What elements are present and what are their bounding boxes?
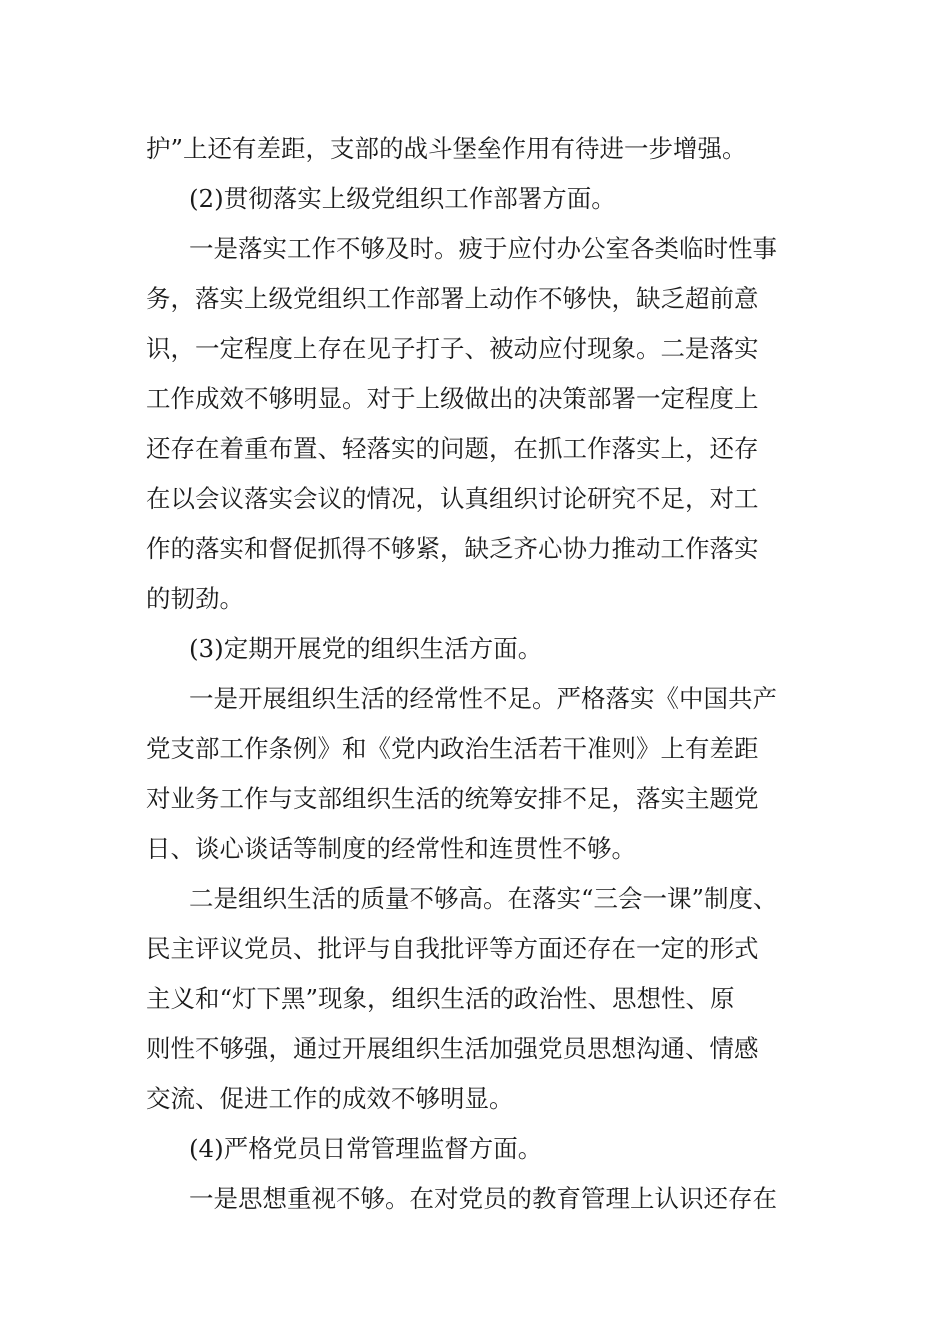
section-heading-2: (2)贯彻落实上级党组织工作部署方面。 bbox=[189, 184, 616, 213]
paragraph-line: 还存在着重布置、轻落实的问题，在抓工作落实上，还存 bbox=[146, 434, 759, 463]
paragraph-line: 务，落实上级党组织工作部署上动作不够快，缺乏超前意 bbox=[146, 284, 759, 313]
paragraph-line: 工作成效不够明显。对于上级做出的决策部署一定程度上 bbox=[146, 384, 759, 413]
paragraph-line: 党支部工作条例》和《党内政治生活若干准则》上有差距 bbox=[146, 734, 759, 763]
paragraph-line: 交流、促进工作的成效不够明显。 bbox=[146, 1084, 514, 1113]
paragraph-line: 作的落实和督促抓得不够紧，缺乏齐心协力推动工作落实 bbox=[146, 534, 759, 563]
paragraph-line: 日、谈心谈话等制度的经常性和连贯性不够。 bbox=[146, 834, 636, 863]
paragraph-line: 主义和“灯下黑”现象，组织生活的政治性、思想性、原 bbox=[146, 984, 735, 1013]
section-heading-4: (4)严格党员日常管理监督方面。 bbox=[189, 1134, 543, 1163]
paragraph-line: 二是组织生活的质量不够高。在落实“三会一课”制度、 bbox=[189, 884, 778, 913]
paragraph-line: 则性不够强，通过开展组织生活加强党员思想沟通、情感 bbox=[146, 1034, 759, 1063]
paragraph-line: 一是落实工作不够及时。疲于应付办公室各类临时性事 bbox=[189, 234, 777, 263]
paragraph-line: 对业务工作与支部组织生活的统筹安排不足，落实主题党 bbox=[146, 784, 759, 813]
section-heading-3: (3)定期开展党的组织生活方面。 bbox=[189, 634, 543, 663]
paragraph-line: 的韧劲。 bbox=[146, 584, 244, 613]
paragraph-line: 护”上还有差距，支部的战斗堡垒作用有待进一步增强。 bbox=[146, 134, 747, 163]
paragraph-line: 民主评议党员、批评与自我批评等方面还存在一定的形式 bbox=[146, 934, 759, 963]
paragraph-line: 识，一定程度上存在见子打子、被动应付现象。二是落实 bbox=[146, 334, 759, 363]
paragraph-line: 在以会议落实会议的情况，认真组织讨论研究不足，对工 bbox=[146, 484, 759, 513]
paragraph-line: 一是思想重视不够。在对党员的教育管理上认识还存在 bbox=[189, 1184, 777, 1213]
paragraph-line: 一是开展组织生活的经常性不足。严格落实《中国共产 bbox=[189, 684, 777, 713]
